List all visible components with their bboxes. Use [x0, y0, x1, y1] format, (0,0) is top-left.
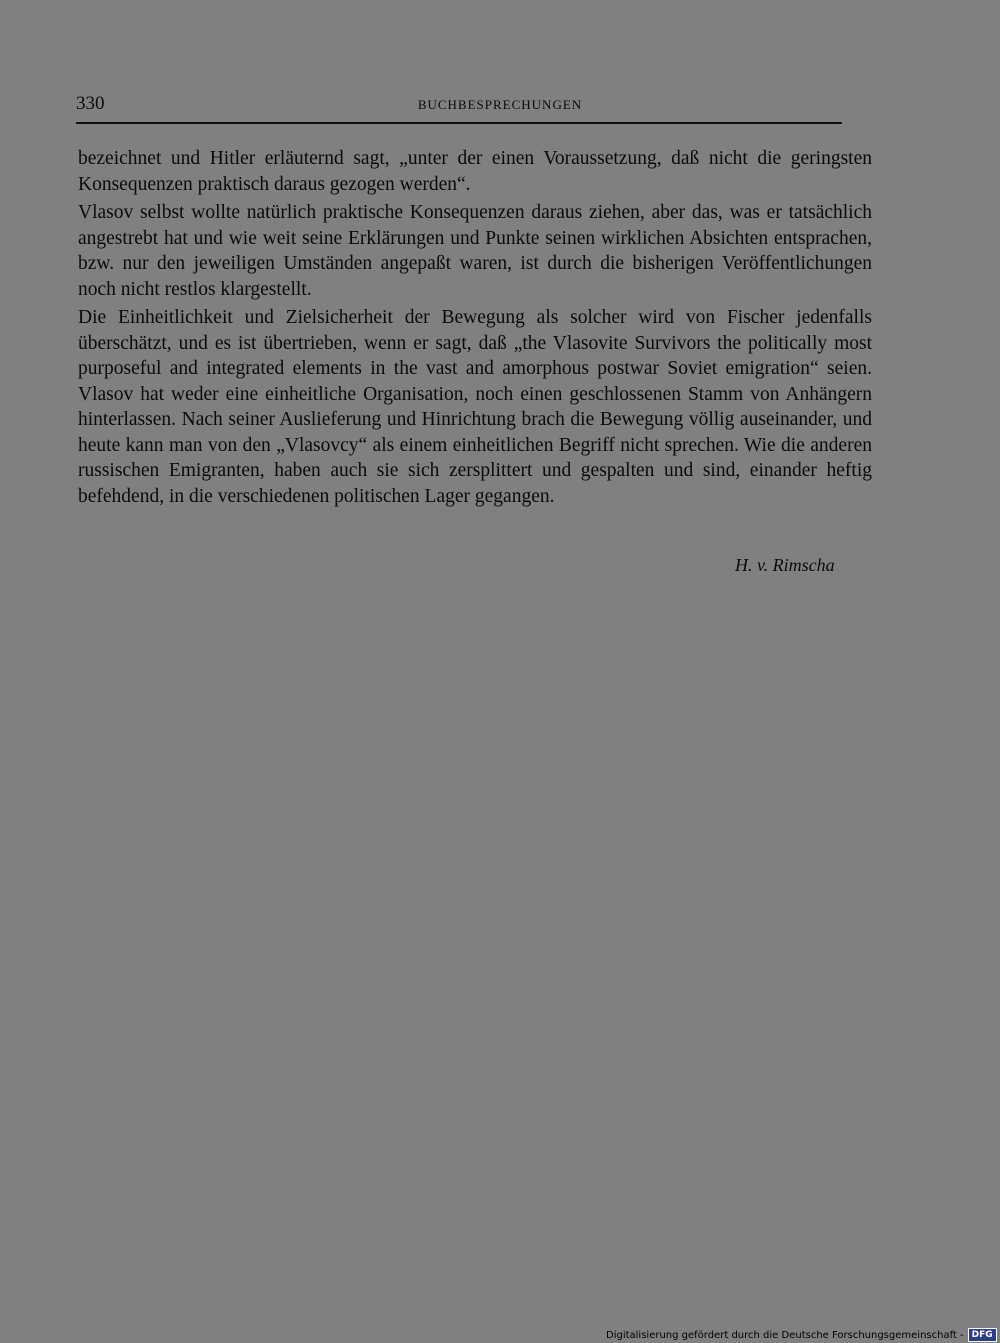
dfg-logo: DFG — [968, 1328, 997, 1342]
paragraph: Die Einheitlichkeit und Zielsicherheit der Bewegung als solcher wird von Fischer jedenfalls überschätzt, und es ist übertrieben, wenn er sagt, daß „the Vlasovite Survivors the politically most purposeful and integrated elements in the vast and amorphous postwar Soviet emigration“ seien. Vlasov hat weder eine einheitliche Organisation, noch einen geschlossenen Stamm von Anhängern hinterlassen. Nach seiner Auslieferung und Hinrichtung brach die Bewegung völlig auseinander, und heute kann man von den „Vlasovcy“ als einem einheitlichen Begriff nicht sprechen. Wie die anderen russischen Emigranten, haben auch sie sich zersplittert und gespalten und sind, einander heftig befehdend, in die verschiedenen politischen Lager gegangen. — [78, 307, 872, 507]
body-text — [78, 146, 872, 512]
paragraph: Vlasov selbst wollte natürlich praktische Konsequenzen daraus ziehen, aber das, was er tatsächlich angestrebt hat und wie weit seine Erklärungen und Punkte seinen wirklichen Absichten entsprachen, bzw. nur den jeweiligen Umständen angepaßt waren, ist durch die bisherigen Veröffentlichungen noch nicht restlos klargestellt. — [78, 202, 872, 300]
author-signature: H. v. Rimscha — [735, 555, 835, 575]
footer — [606, 1328, 997, 1342]
footer-text: Digitalisierung gefördert durch die Deutsche Forschungsgemeinschaft - — [606, 1329, 964, 1341]
page-number: 330 — [76, 93, 105, 114]
running-head: BUCHBESPRECHUNGEN — [417, 97, 583, 112]
paragraph: bezeichnet und Hitler erläuternd sagt, „unter der einen Voraussetzung, daß nicht die geringsten Konsequenzen praktisch daraus gezogen werden“. — [78, 148, 872, 195]
header-rule — [76, 122, 842, 124]
